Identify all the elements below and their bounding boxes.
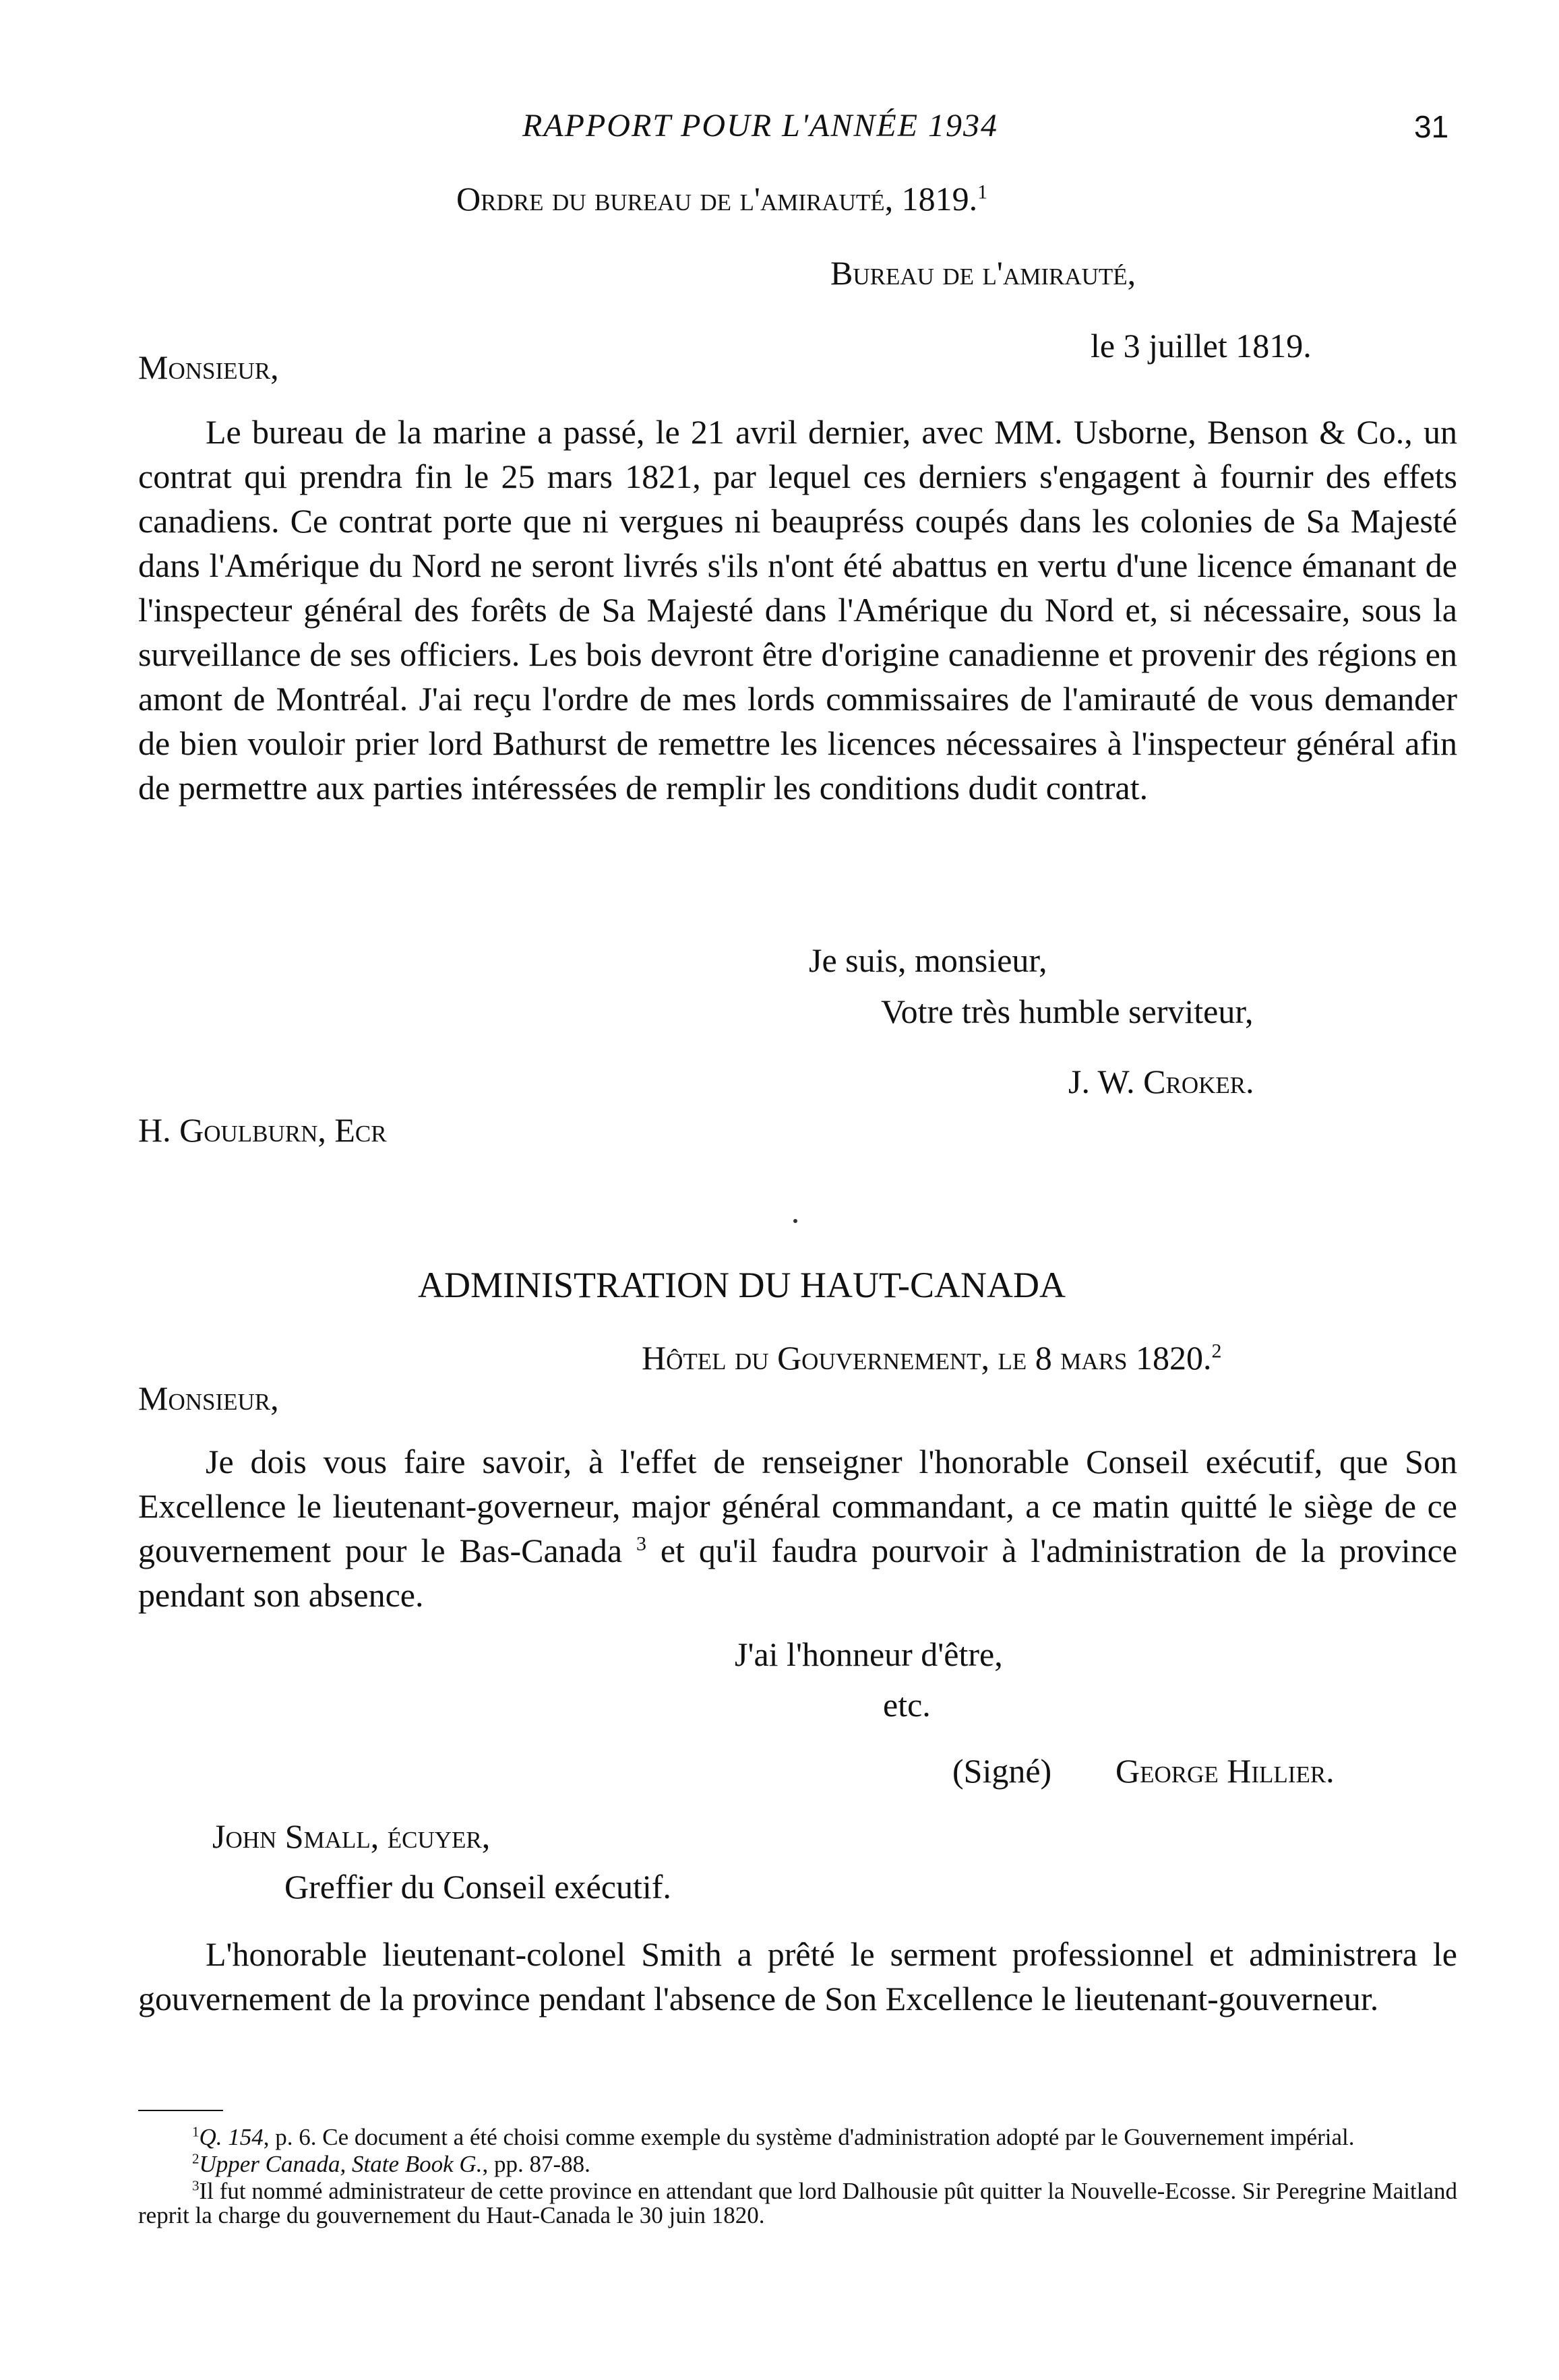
footnote-1-text: , p. 6. Ce document a été choisi comme exemple du système d'administration adopté par le Gouvernement impérial. [263, 2124, 1355, 2150]
admin-signature: George Hillier. [1115, 1752, 1335, 1790]
footnote-3-mark: 3 [192, 2177, 200, 2194]
footnote-3-text: Il fut nommé administrateur de cette province en attendant que lord Dalhousie pût quitter la Nouvelle-Ecosse. Sir Peregrine Maitland reprit la charge du gouvernement du Haut-Canada le 30 juin 1820. [138, 2178, 1457, 2228]
final-body [138, 1932, 1457, 2021]
footnote-2-mark: 2 [192, 2150, 200, 2167]
footnote-rule [138, 2110, 223, 2111]
final-paragraph: L'honorable lieutenant-colonel Smith a prêté le serment professionnel et administrera le gouvernement de la province pendant l'absence de Son Excellence le lieutenant-gouverneur. [138, 1935, 1457, 2017]
footnote-2 [138, 2152, 1457, 2177]
order-closing-1: Je suis, monsieur, [809, 941, 1047, 979]
admin-paragraph-a: Je dois vous faire savoir, à l'effet de renseigner l'honorable Conseil exécutif, que Son Excellence le lieutenant-governeur, major général commandant, a ce matin quitté le siège de ce gouvernement pour le Bas-Canada [138, 1443, 1457, 1569]
order-title [456, 182, 987, 216]
footnote-ref-3: 3 [636, 1532, 646, 1555]
admin-place-date [642, 1341, 1222, 1375]
order-closing-2: Votre très humble serviteur, [881, 993, 1254, 1030]
order-date: le 3 juillet 1819. [1091, 327, 1312, 365]
footnote-1-mark: 1 [192, 2123, 200, 2140]
admin-closing-1: J'ai l'honneur d'être, [735, 1635, 1003, 1673]
admin-closing-2: etc. [883, 1686, 931, 1724]
order-body [138, 410, 1457, 810]
admin-recipient-2: Greffier du Conseil exécutif. [284, 1868, 671, 1906]
footnote-ref-1: 1 [977, 181, 988, 203]
footnote-1-ref: Q. 154 [199, 2124, 264, 2150]
order-addressee: H. Goulburn, Ecr [138, 1111, 387, 1149]
separator-dot [793, 1219, 797, 1223]
admin-body [138, 1439, 1457, 1617]
admin-paragraph [138, 1439, 1457, 1617]
order-title-text: Ordre du bureau de l'amirauté, 1819. [456, 180, 978, 218]
admin-signed-prefix: (Signé) [952, 1752, 1052, 1790]
admin-paragraph-b: et qu'il faudra pourvoir à l'administration de la province pendant son absence. [138, 1532, 1457, 1614]
footnote-3 [138, 2179, 1457, 2228]
order-paragraph: Le bureau de la marine a passé, le 21 avril dernier, avec MM. Usborne, Benson & Co., un contrat qui prendra fin le 25 mars 1821, par lequel ces derniers s'engagent à fournir des effets canadiens. Ce contrat porte que ni vergues ni beaupréss coupés dans les colonies de Sa Majesté dans l'Amérique du Nord ne seront livrés s'ils n'ont été abattus en vertu d'une licence émanant de l'inspecteur général des forêts de Sa Majesté dans l'Amérique du Nord et, si nécessaire, sous la surveillance de ses officiers. Les bois devront être d'origine canadienne et provenir des régions en amont de Montréal. J'ai reçu l'ordre de mes lords commissaires de l'amirauté de vous demander de bien vouloir prier lord Bathurst de remettre les licences nécessaires à l'inspecteur général afin de permettre aux parties intéressées de remplir les conditions dudit contrat. [138, 413, 1457, 807]
admin-salutation: Monsieur, [138, 1379, 279, 1417]
footnotes [138, 2125, 1457, 2230]
admin-heading: ADMINISTRATION DU HAUT-CANADA [418, 1265, 1066, 1305]
admin-recipient-1: John Small, écuyer, [212, 1817, 491, 1855]
footnote-2-text: , pp. 87-88. [482, 2151, 590, 2177]
page-number: 31 [1414, 109, 1449, 144]
footnote-2-ref: Upper Canada, State Book G. [199, 2151, 483, 2177]
admin-place-date-text: Hôtel du Gouvernement, le 8 mars 1820. [642, 1339, 1212, 1377]
order-place: Bureau de l'amirauté, [830, 254, 1136, 292]
order-salutation: Monsieur, [138, 348, 279, 386]
footnote-ref-2: 2 [1211, 1340, 1222, 1363]
footnote-1 [138, 2125, 1457, 2150]
running-title: RAPPORT POUR L'ANNÉE 1934 [522, 108, 999, 144]
order-signature: J. W. Croker. [1068, 1063, 1254, 1100]
